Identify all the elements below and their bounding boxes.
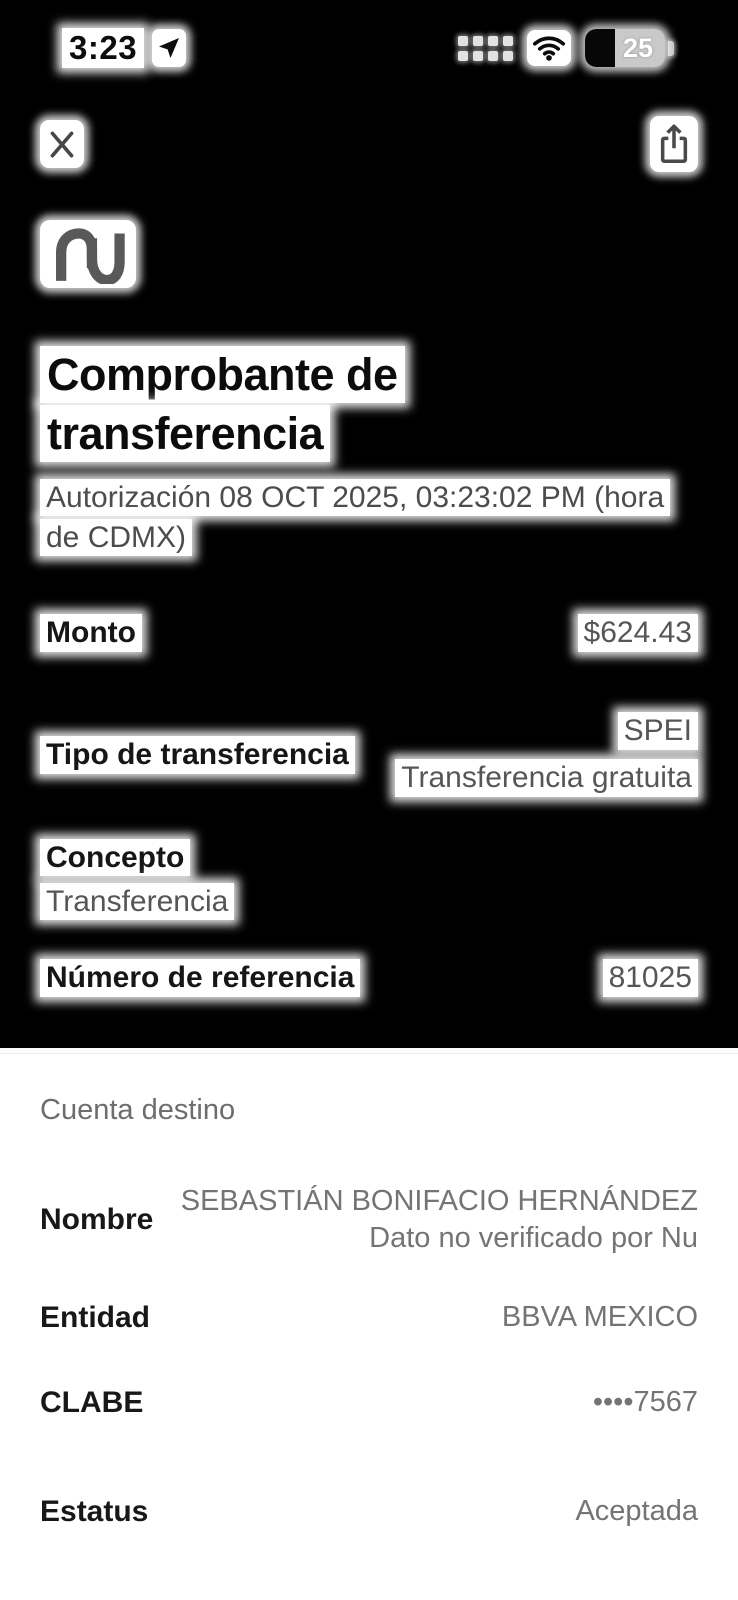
- battery-icon: [585, 29, 674, 67]
- clock-time: 3:23: [62, 28, 144, 68]
- row-clabe: [40, 1384, 698, 1421]
- estatus-label: Estatus: [40, 1494, 149, 1528]
- nombre-value-name: SEBASTIÁN BONIFACIO HERNÁNDEZ: [180, 1185, 698, 1217]
- nombre-value-note: Dato no verificado por Nu: [369, 1222, 698, 1255]
- concepto-value: Transferencia: [40, 883, 234, 920]
- status-bar-right: [458, 29, 674, 67]
- tipo-value: [395, 712, 698, 797]
- battery-percent: 25: [622, 32, 654, 63]
- row-estatus: [40, 1493, 698, 1530]
- page-title-text: Comprobante de transferencia: [40, 346, 405, 462]
- nu-logo-icon: [40, 220, 136, 288]
- entidad-value: BBVA MEXICO: [501, 1301, 698, 1334]
- section-divider: [0, 1048, 738, 1054]
- wifi-icon: [527, 30, 571, 66]
- row-entidad: [40, 1299, 698, 1336]
- nombre-label: Nombre: [40, 1203, 154, 1237]
- close-button[interactable]: [40, 120, 84, 168]
- status-bar: [40, 0, 698, 68]
- clabe-label: CLABE: [40, 1385, 144, 1419]
- brand-row: [40, 220, 698, 289]
- monto-value: $624.43: [578, 614, 698, 652]
- referencia-label: Número de referencia: [40, 959, 360, 997]
- tipo-value-secondary: Transferencia gratuita: [395, 759, 698, 797]
- authorization-line: [40, 478, 698, 558]
- battery-body: [585, 29, 665, 67]
- estatus-value: Aceptada: [575, 1495, 698, 1528]
- row-concepto: [40, 841, 698, 919]
- page-title: [40, 345, 510, 464]
- cellular-grid-icon: [458, 36, 513, 61]
- toolbar: [40, 118, 698, 170]
- status-bar-left: [62, 28, 186, 68]
- tipo-label: Tipo de transferencia: [40, 736, 355, 774]
- entidad-label: Entidad: [40, 1300, 150, 1334]
- share-button[interactable]: [650, 116, 698, 172]
- row-numero-referencia: [40, 959, 698, 997]
- location-arrow-icon: [152, 29, 186, 67]
- referencia-value: 81025: [603, 959, 698, 997]
- row-nombre: [40, 1183, 698, 1257]
- cuenta-destino-title: Cuenta destino: [40, 1094, 236, 1126]
- cuenta-destino-section: [0, 1048, 738, 1600]
- concepto-label: Concepto: [40, 839, 190, 876]
- monto-label: Monto: [40, 614, 142, 652]
- row-monto: [40, 614, 698, 652]
- nombre-value: [181, 1183, 698, 1257]
- authorization-text: Autorización 08 OCT 2025, 03:23:02 PM (hora de CDMX): [40, 479, 670, 556]
- clabe-value: ••••7567: [592, 1386, 698, 1419]
- battery-nub: [668, 41, 674, 56]
- row-tipo-transferencia: [40, 712, 698, 797]
- tipo-value-primary: SPEI: [618, 712, 698, 750]
